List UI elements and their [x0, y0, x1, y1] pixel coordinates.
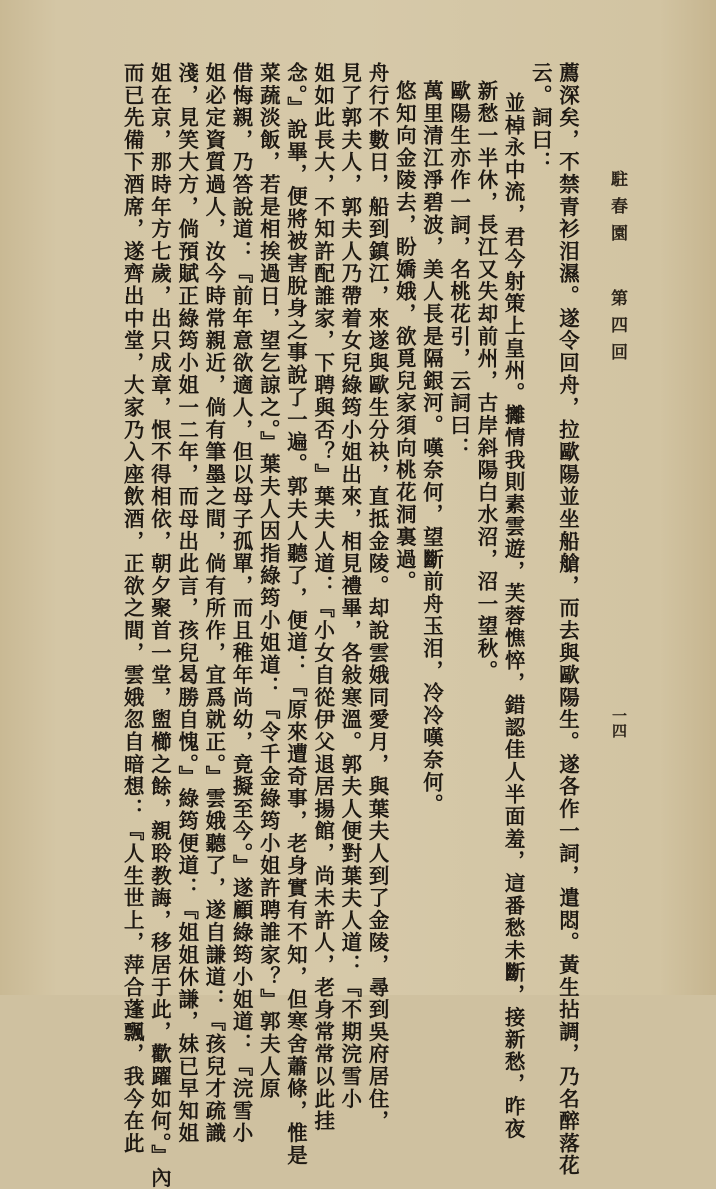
text-column: 姐如此長大，不知許配誰家，下聘與否？』葉夫人道：『小女自從伊父退居揚館，尚未許人，老身常常以此挂 [311, 62, 336, 1133]
text-column: 菜蔬淡飯，若是相挨過日，望乞諒之。』葉夫人因指綠筠小姐道：『令千金綠筠小姐許聘誰家？』郭夫人原 [256, 62, 281, 1100]
book-title: 駐春園 [607, 170, 627, 251]
text-column: 淺，見笑大方，倘預賦正綠筠小姐一二年，而母出此言，孩兒曷勝自愧。』綠筠便道：『姐姐休謙，妹已早知姐 [175, 62, 200, 1145]
text-column: 云。詞曰： [528, 62, 553, 174]
text-column: 悠知向金陵去，盼嬌娥，欲覓兒家須向桃花洞裏過。 [392, 80, 417, 593]
text-column: 並棹永中流，君今射策上皇州。攡情我則素雲遊，芙蓉憔悴，錯認佳人半面羞，這番愁未斷，接新愁，昨夜 [501, 92, 526, 1141]
page-number: 一四 [610, 708, 628, 738]
text-column: 而已先備下酒席，遂齊出中堂，大家乃入座飲酒，正欲之間，雲娥忽自暗想：『人生世上，萍合蓬飄，我今在此 [120, 62, 145, 1155]
text-column: 念。』說畢，便將被害脫身之事說了一遍。郭夫人聽了，便道：『原來遭奇事，老身實有不知，但寒舍蕭條，惟是 [283, 62, 308, 1167]
text-column: 薦深矣，不禁青衫泪濕。遂令回舟，拉歐陽並坐船艙，而去與歐陽生。遂各作一詞，遣悶。黃生拈調，乃名醉落花 [556, 62, 580, 1177]
chapter-label: 第四回 [607, 288, 627, 370]
body-text [119, 62, 581, 1189]
text-column: 借悔親，乃答說道：『前年意欲適人，但以母子孤單，而且稚年尚幼，竟擬至今。』遂顧綠筠小姐道：『浣雪小 [229, 62, 254, 1145]
text-column: 見了郭夫人，郭夫人乃帶着女兒綠筠小姐出來，相見禮畢，各敍寒溫。郭夫人便對葉夫人道：『不期浣雪小 [338, 62, 363, 1111]
running-header [600, 170, 630, 370]
text-column: 歐陽生亦作一詞，名桃花引，云詞曰： [447, 80, 472, 460]
text-column: 新愁一半休，長江又失却前州，古岸斜陽白水沼，沼一望秋。 [474, 80, 499, 683]
text-column: 舟行不數日，船到鎮江，來遂與歐生分袂，直抵金陵。却說雲娥同愛月，與葉夫人到了金陵，尋到吳府居住， [365, 62, 390, 1133]
text-column: 萬里清江淨碧波，美人長是隔銀河。嘆奈何，望斷前舟玉泪，冷冷嘆奈何。 [419, 80, 444, 816]
text-column: 姐必定資質過人，汝今時常親近，倘有筆墨之間，倘有所作，宜爲就正。』雲娥聽了，遂自謙道：『孩兒才疏識 [202, 62, 227, 1145]
text-column: 姐在京，那時年方七歲，出只成章，恨不得相依，朝夕聚首一堂，盥櫛之餘，親聆教誨，移居于此，歡躍如何。』內 [147, 62, 172, 1189]
